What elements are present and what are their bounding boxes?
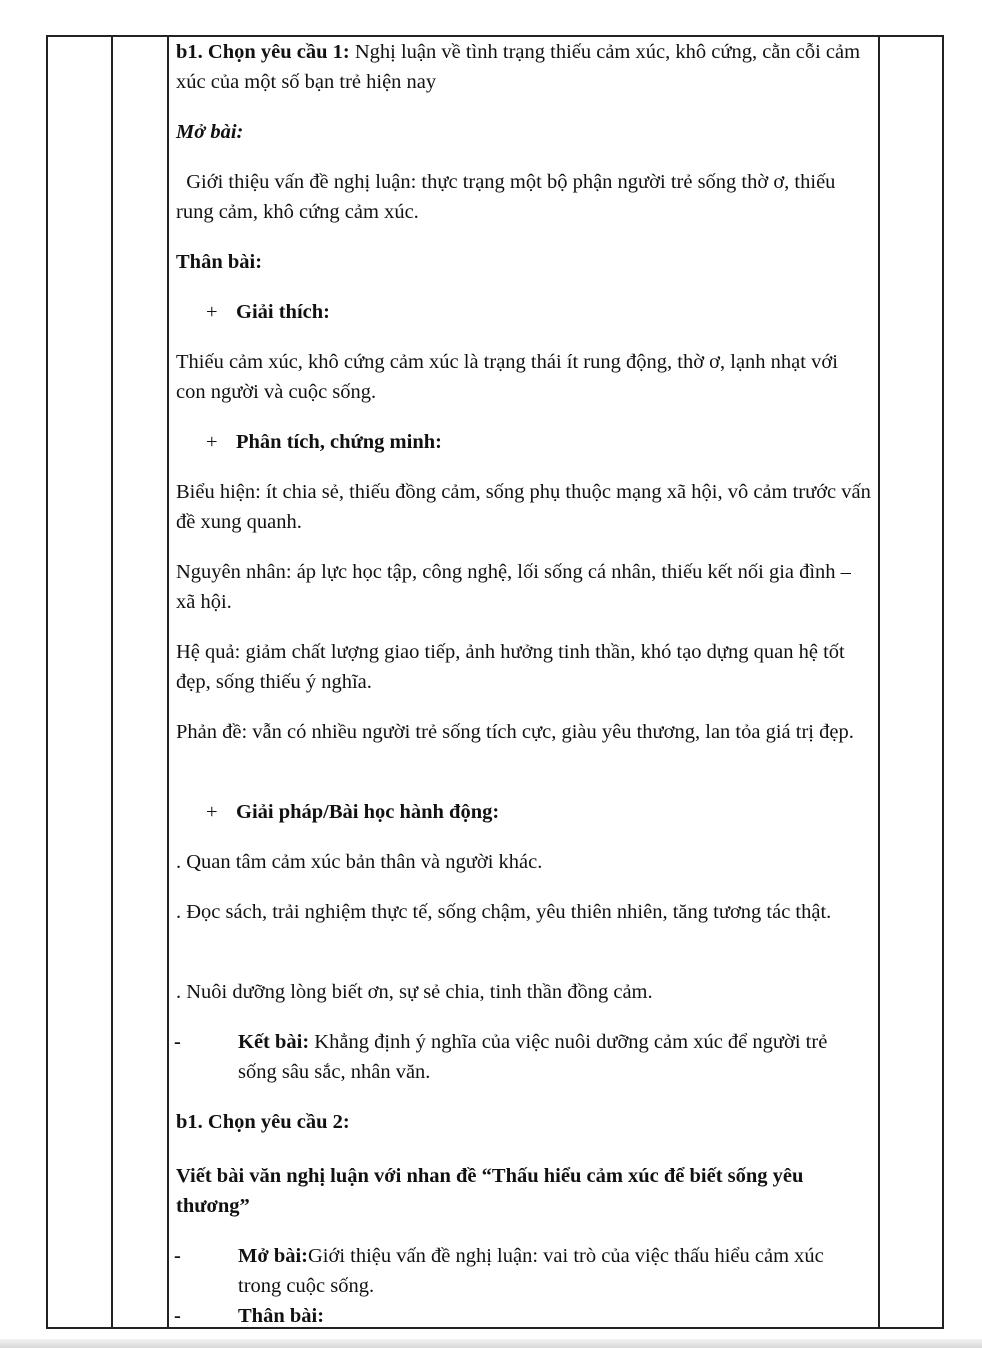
column-divider-3 — [878, 37, 880, 1327]
content-table — [46, 35, 944, 1329]
phan-tich-heading: Phân tích, chứng minh: — [236, 431, 442, 453]
ket-bai-label: Kết bài: — [238, 1031, 310, 1053]
plus-bullet: + — [206, 301, 218, 323]
plus-bullet: + — [206, 801, 218, 823]
requirement-2-title: Viết bài văn nghị luận với nhan đề “Thấu hiểu cảm xúc để biết sống yêu thương” — [176, 1165, 804, 1217]
mo-bai-2-item — [176, 1241, 871, 1301]
column-divider-2 — [167, 37, 169, 1327]
requirement-1-paragraph — [176, 37, 871, 97]
mo-bai-body: Giới thiệu vấn đề nghị luận: thực trạng một bộ phận người trẻ sống thờ ơ, thiếu rung cảm, khô cứng cảm xúc. — [176, 171, 836, 223]
giai-phap-3: . Nuôi dưỡng lòng biết ơn, sự sẻ chia, tinh thần đồng cảm. — [176, 981, 653, 1003]
dash-bullet: - — [174, 1305, 181, 1327]
giai-phap-1: . Quan tâm cảm xúc bản thân và người khác. — [176, 851, 543, 873]
giai-phap-2: . Đọc sách, trải nghiệm thực tế, sống chậm, yêu thiên nhiên, tăng tương tác thật. — [176, 901, 832, 923]
mo-bai-2-text: Giới thiệu vấn đề nghị luận: vai trò của việc thấu hiểu cảm xúc trong cuộc sống. — [238, 1245, 824, 1297]
ket-bai-text: Khẳng định ý nghĩa của việc nuôi dưỡng cảm xúc để người trẻ sống sâu sắc, nhân văn. — [238, 1031, 828, 1083]
requirement-1-label: b1. Chọn yêu cầu 1: — [176, 41, 350, 63]
requirement-2-label: b1. Chọn yêu cầu 2: — [176, 1111, 350, 1133]
plus-bullet: + — [206, 431, 218, 453]
giai-thich-heading: Giải thích: — [236, 301, 330, 323]
column-divider-1 — [111, 37, 113, 1327]
giai-thich-text: Thiếu cảm xúc, khô cứng cảm xúc là trạng thái ít rung động, thờ ơ, lạnh nhạt với con người và cuộc sống. — [176, 351, 838, 403]
requirement-1-text: Nghị luận về tình trạng thiếu cảm xúc, khô cứng, cằn cỗi cảm xúc của một số bạn trẻ hiện nay — [176, 41, 861, 93]
phan-tich-item — [176, 427, 871, 457]
giai-thich-item — [176, 297, 871, 327]
mo-bai-2-label: Mở bài: — [238, 1245, 308, 1267]
phan-de-paragraph: Phản đề: vẫn có nhiều người trẻ sống tích cực, giàu yêu thương, lan tỏa giá trị đẹp. — [176, 721, 854, 743]
than-bai-2-item — [176, 1301, 871, 1331]
nguyen-nhan-paragraph: Nguyên nhân: áp lực học tập, công nghệ, lối sống cá nhân, thiếu kết nối gia đình – xã hội. — [176, 561, 851, 613]
ket-bai-item — [176, 1027, 871, 1087]
giai-phap-item — [176, 797, 871, 827]
page-bottom-edge — [0, 1339, 982, 1348]
dash-bullet: - — [174, 1031, 181, 1053]
he-qua-paragraph: Hệ quả: giảm chất lượng giao tiếp, ảnh hưởng tinh thần, khó tạo dựng quan hệ tốt đẹp, sống thiếu ý nghĩa. — [176, 641, 845, 693]
bieu-hien-paragraph: Biểu hiện: ít chia sẻ, thiếu đồng cảm, sống phụ thuộc mạng xã hội, vô cảm trước vấn đề xung quanh. — [176, 481, 871, 533]
mo-bai-text — [176, 167, 871, 227]
mo-bai-heading: Mở bài: — [176, 121, 244, 143]
giai-phap-heading: Giải pháp/Bài học hành động: — [236, 801, 500, 823]
dash-bullet: - — [174, 1245, 181, 1267]
than-bai-heading: Thân bài: — [176, 251, 263, 273]
than-bai-2-label: Thân bài: — [238, 1305, 325, 1327]
